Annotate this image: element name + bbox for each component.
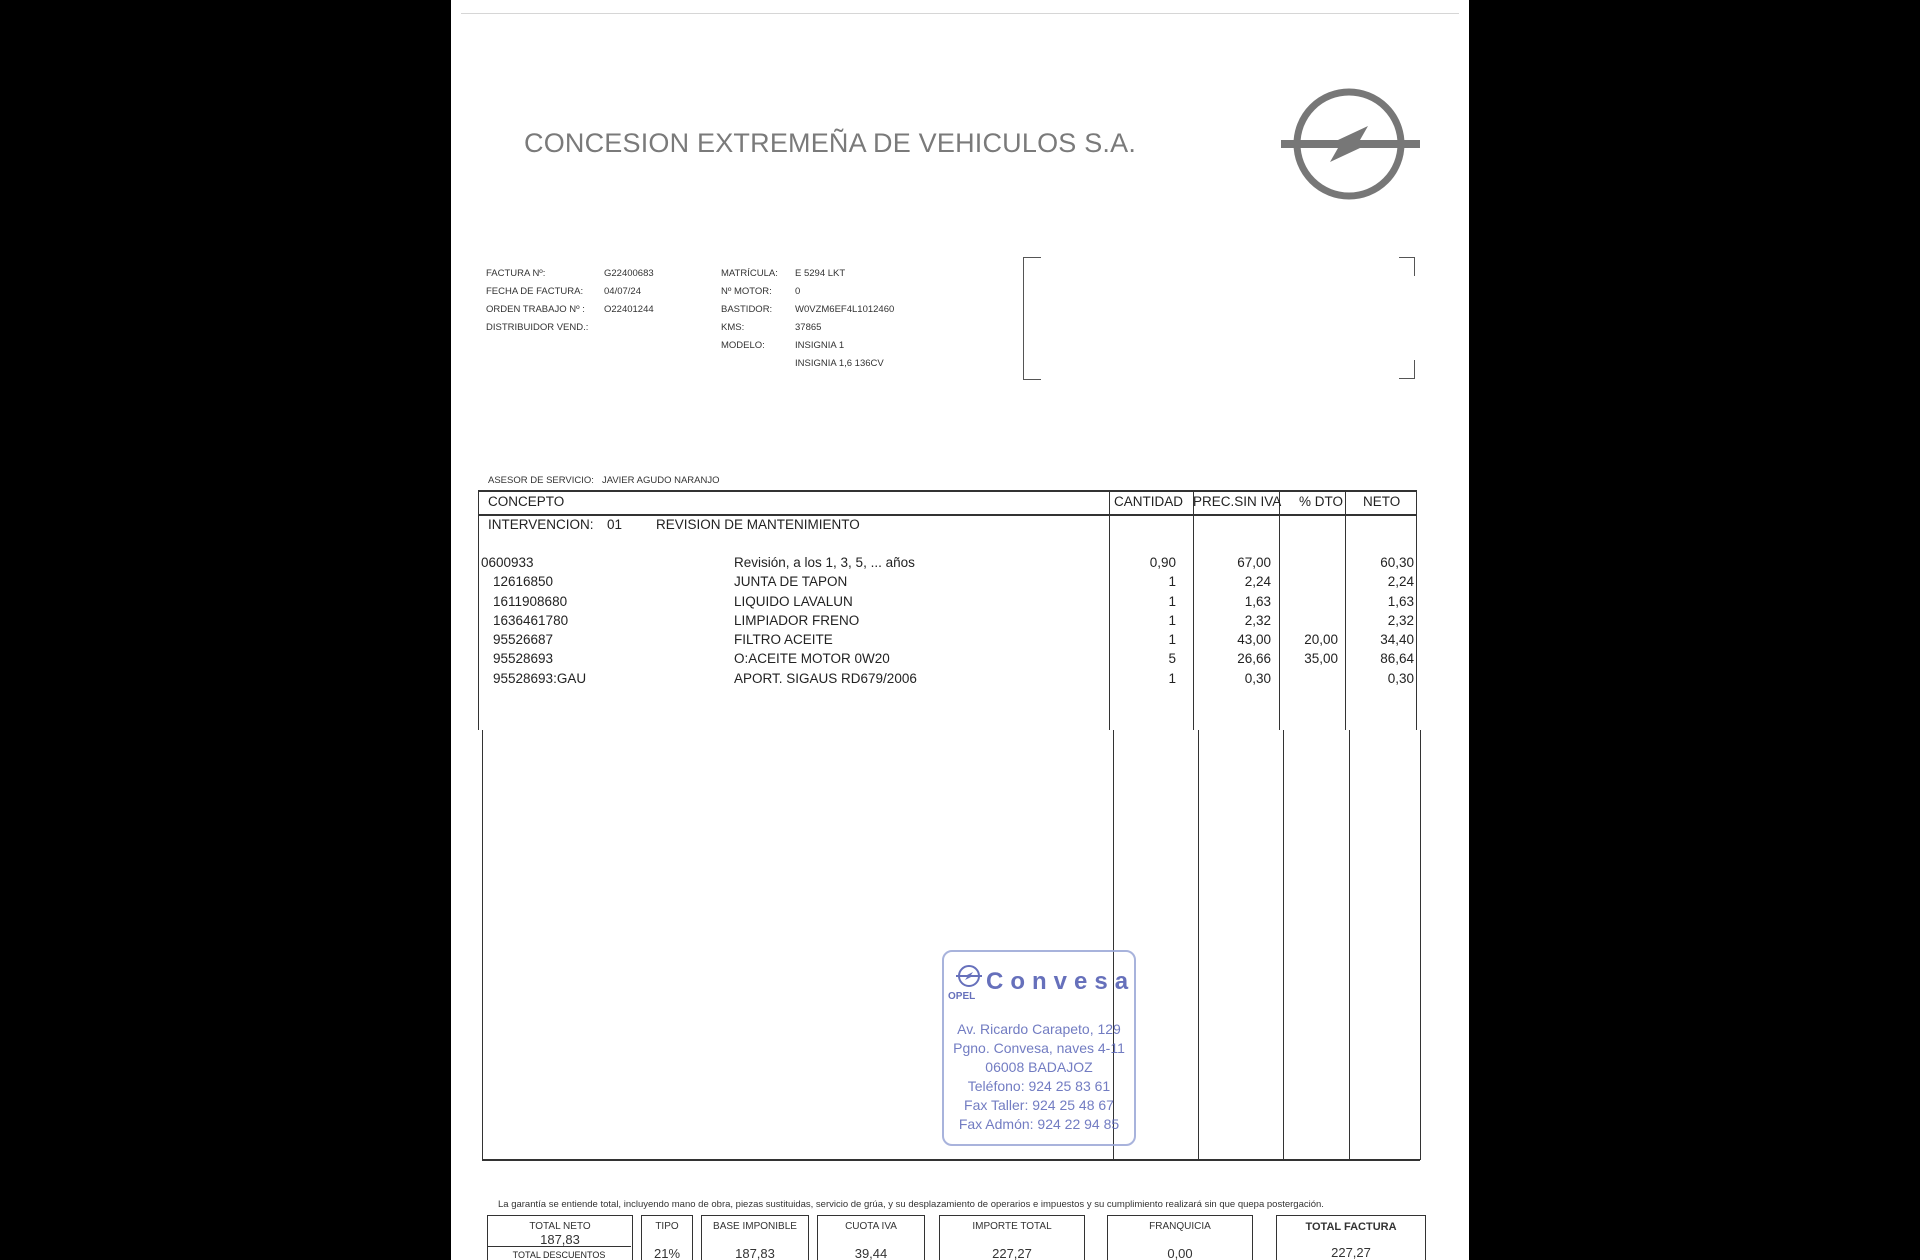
meta-row: MATRÍCULA: E 5294 LKT bbox=[721, 268, 846, 279]
tipo-box: TIPO 21% bbox=[641, 1215, 693, 1260]
col-line-neto-lower bbox=[1349, 730, 1350, 1160]
meta-row: DISTRIBUIDOR VEND.: bbox=[486, 322, 589, 333]
table-right-line-lower bbox=[1420, 730, 1421, 1160]
cuota-value: 39,44 bbox=[854, 1246, 888, 1260]
item-price: 26,66 bbox=[1237, 651, 1271, 666]
franquicia-value: 0,00 bbox=[1167, 1246, 1193, 1260]
address-bracket-left bbox=[1023, 257, 1041, 380]
table-row bbox=[451, 649, 1451, 668]
intervention-title: REVISION DE MANTENIMIENTO bbox=[656, 517, 860, 532]
item-description: FILTRO ACEITE bbox=[734, 632, 833, 647]
invoice-meta-left bbox=[486, 265, 654, 337]
meta-row: FECHA DE FACTURA: 04/07/24 bbox=[486, 286, 641, 297]
item-net: 86,64 bbox=[1380, 651, 1414, 666]
intervention-label: INTERVENCION: bbox=[488, 517, 594, 532]
company-stamp bbox=[942, 950, 1136, 1146]
item-ref: 95528693:GAU bbox=[493, 671, 587, 686]
item-net: 34,40 bbox=[1380, 632, 1414, 647]
invoice-page bbox=[451, 0, 1469, 1260]
table-row bbox=[451, 592, 1451, 611]
col-line-precio-lower bbox=[1198, 730, 1199, 1160]
base-value: 187,83 bbox=[735, 1246, 775, 1260]
plate: E 5294 LKT bbox=[795, 268, 846, 279]
item-description: LIMPIADOR FRENO bbox=[734, 613, 860, 628]
item-quantity: 1 bbox=[1168, 613, 1176, 628]
total-neto-box: TOTAL NETO 187,83 bbox=[487, 1215, 633, 1260]
item-quantity: 1 bbox=[1168, 671, 1176, 686]
item-ref: 95526687 bbox=[493, 632, 554, 647]
item-price: 2,24 bbox=[1244, 574, 1271, 589]
total-factura-box: TOTAL FACTURA 227,27 bbox=[1276, 1215, 1426, 1260]
table-header-line bbox=[478, 514, 1416, 516]
stamp-address: Av. Ricardo Carapeto, 129 Pgno. Convesa, naves 4-11 06008 BADAJOZ Teléfono: 924 25 83 61 Fax Taller: 924 25 48 67 Fax Admón: 924 22 94 85 bbox=[953, 1021, 1125, 1132]
table-row bbox=[451, 669, 1451, 688]
item-price: 43,00 bbox=[1237, 632, 1271, 647]
item-description: O:ACEITE MOTOR 0W20 bbox=[734, 651, 890, 666]
top-rule bbox=[461, 13, 1459, 14]
total-neto-value: 187,83 bbox=[540, 1232, 580, 1247]
item-net: 2,32 bbox=[1387, 613, 1414, 628]
item-net: 60,30 bbox=[1380, 555, 1414, 570]
table-top-line bbox=[478, 490, 1416, 492]
item-discount: 35,00 bbox=[1304, 651, 1338, 666]
work-order: O22401244 bbox=[604, 304, 654, 315]
vin: W0VZM6EF4L1012460 bbox=[795, 304, 895, 315]
warranty-note: La garantía se entiende total, incluyendo mano de obra, piezas sustituidas, servicio de grúa, y su desplazamiento de operarios e impuestos y su cumplimiento realizará sin que quepa postergación. bbox=[498, 1199, 1324, 1210]
meta-row: FACTURA Nº: G22400683 bbox=[486, 268, 654, 279]
header-neto: NETO bbox=[1363, 494, 1401, 509]
table-row bbox=[451, 630, 1451, 649]
item-quantity: 1 bbox=[1168, 594, 1176, 609]
meta-row: INSIGNIA 1,6 136CV bbox=[795, 358, 884, 369]
base-box: BASE IMPONIBLE 187,83 bbox=[701, 1215, 809, 1260]
item-ref: 12616850 bbox=[493, 574, 554, 589]
table-row bbox=[451, 611, 1451, 630]
item-ref: 95528693 bbox=[493, 651, 554, 666]
item-quantity: 0,90 bbox=[1149, 555, 1176, 570]
meta-row: Nº MOTOR: 0 bbox=[721, 286, 801, 297]
item-price: 1,63 bbox=[1244, 594, 1271, 609]
address-bracket-right-bottom bbox=[1399, 360, 1415, 379]
address-bracket-right bbox=[1399, 257, 1415, 276]
opel-stamp-icon bbox=[954, 964, 984, 988]
franquicia-box: FRANQUICIA 0,00 bbox=[1107, 1215, 1253, 1260]
table-row bbox=[451, 553, 1451, 572]
importe-value: 227,27 bbox=[992, 1246, 1032, 1260]
cuota-box: CUOTA IVA 39,44 bbox=[817, 1215, 925, 1260]
table-bottom-line bbox=[482, 1159, 1420, 1161]
table-row bbox=[451, 572, 1451, 591]
intervention-number: 01 bbox=[607, 517, 623, 532]
stamp-sub: OPEL bbox=[948, 991, 976, 1002]
company-name: CONCESION EXTREMEÑA DE VEHICULOS S.A. bbox=[524, 128, 1137, 158]
item-description: APORT. SIGAUS RD679/2006 bbox=[734, 671, 917, 686]
header-cantidad: CANTIDAD bbox=[1114, 494, 1184, 509]
item-description: LIQUIDO LAVALUN bbox=[734, 594, 853, 609]
meta-row: BASTIDOR: W0VZM6EF4L1012460 bbox=[721, 304, 895, 315]
header-precio: PREC.SIN IVA bbox=[1193, 494, 1282, 509]
item-net: 1,63 bbox=[1387, 594, 1414, 609]
opel-logo-icon bbox=[1276, 84, 1426, 204]
meta-row: MODELO: INSIGNIA 1 bbox=[721, 340, 845, 351]
item-discount: 20,00 bbox=[1304, 632, 1338, 647]
table-left-line-lower bbox=[482, 730, 483, 1160]
meta-row: ORDEN TRABAJO Nº : O22401244 bbox=[486, 304, 654, 315]
header-concepto: CONCEPTO bbox=[488, 494, 565, 509]
item-price: 67,00 bbox=[1237, 555, 1271, 570]
item-net: 2,24 bbox=[1387, 574, 1414, 589]
item-ref: 0600933 bbox=[481, 555, 534, 570]
item-price: 2,32 bbox=[1244, 613, 1271, 628]
model: INSIGNIA 1 bbox=[795, 340, 845, 351]
item-price: 0,30 bbox=[1244, 671, 1271, 686]
invoice-meta-right bbox=[721, 265, 894, 373]
importe-box: IMPORTE TOTAL 227,27 bbox=[939, 1215, 1085, 1260]
item-net: 0,30 bbox=[1387, 671, 1414, 686]
service-advisor: ASESOR DE SERVICIO: JAVIER AGUDO NARANJO bbox=[488, 475, 720, 486]
item-quantity: 5 bbox=[1168, 651, 1176, 666]
invoice-number: G22400683 bbox=[604, 268, 654, 279]
item-quantity: 1 bbox=[1168, 574, 1176, 589]
item-description: Revisión, a los 1, 3, 5, ... años bbox=[734, 555, 915, 570]
item-description: JUNTA DE TAPON bbox=[734, 574, 848, 589]
total-descuentos-label: TOTAL DESCUENTOS bbox=[487, 1246, 631, 1260]
total-factura-value: 227,27 bbox=[1331, 1245, 1371, 1260]
item-quantity: 1 bbox=[1168, 632, 1176, 647]
col-line-dto-lower bbox=[1283, 730, 1284, 1160]
stamp-brand: Convesa bbox=[986, 968, 1136, 995]
meta-row: KMS: 37865 bbox=[721, 322, 822, 333]
header-dto: % DTO bbox=[1299, 494, 1344, 509]
tipo-value: 21% bbox=[653, 1246, 681, 1260]
invoice-date: 04/07/24 bbox=[604, 286, 641, 297]
kms: 37865 bbox=[795, 322, 822, 333]
item-ref: 1636461780 bbox=[493, 613, 569, 628]
item-ref: 1611908680 bbox=[493, 594, 568, 609]
